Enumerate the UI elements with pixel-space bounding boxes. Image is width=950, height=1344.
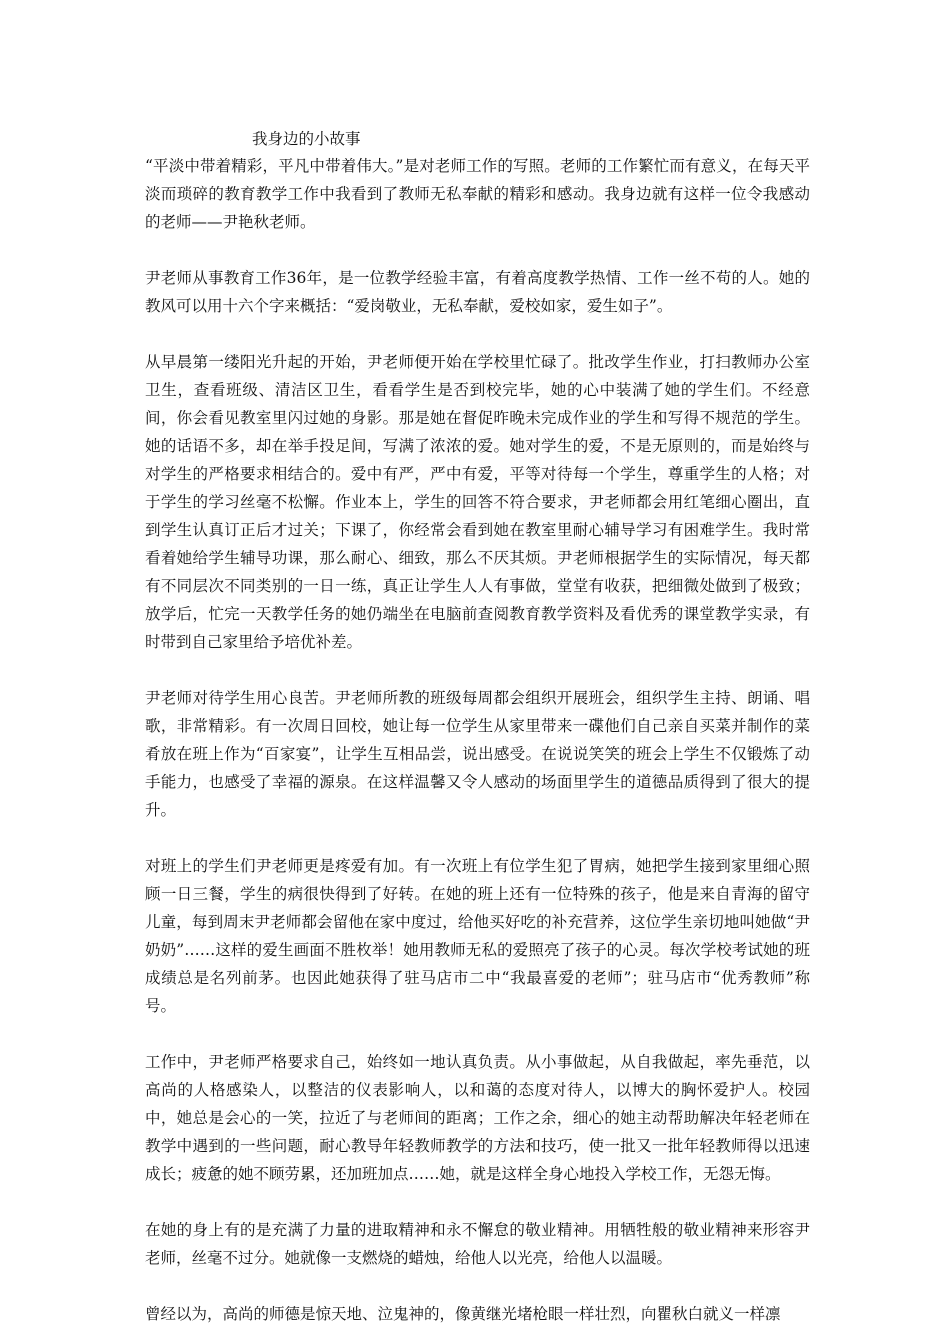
paragraph-care-for-students: 对班上的学生们尹老师更是疼爱有加。有一次班上有位学生犯了胃病，她把学生接到家里细心照顾一日三餐，学生的病很快得到了好转。在她的班上还有一位特殊的孩子，他是来自青海的留守儿童，每到周末尹老师都会留他在家中度过，给他买好吃的补充营养，这位学生亲切地叫她做“尹奶奶”……这样的爱生画面不胜枚举！她用教师无私的爱照亮了孩子的心灵。每次学校考试她的班成绩总是名列前茅。也因此她获得了驻马店市二中“我最喜爱的老师”；驻马店市“优秀教师”称号。: [145, 857, 810, 1015]
paragraph-self-discipline: 工作中，尹老师严格要求自己，始终如一地认真负责。从小事做起，从自我做起，率先垂范，以高尚的人格感染人，以整洁的仪表影响人，以和蔼的态度对待人，以博大的胸怀爱护人。校园中，她总是会心的一笑，拉近了与老师间的距离；工作之余，细心的她主动帮助解决年轻老师在教学中遇到的一些问题，耐心教导年轻教师教学的方法和技巧，使一批又一批年轻教师得以迅速成长；疲惫的她不顾劳累，还加班加点……她，就是这样全身心地投入学校工作，无怨无悔。: [145, 1053, 810, 1183]
paragraph-daily-work: 从早晨第一缕阳光升起的开始，尹老师便开始在学校里忙碌了。批改学生作业，打扫教师办公室卫生，查看班级、清洁区卫生，看看学生是否到校完毕，她的心中装满了她的学生们。不经意间，你会看见教室里闪过她的身影。那是她在督促昨晚未完成作业的学生和写得不规范的学生。她的话语不多，却在举手投足间，写满了浓浓的爱。她对学生的爱，不是无原则的，而是始终与对学生的严格要求相结合的。爱中有严，严中有爱，平等对待每一个学生，尊重学生的人格；对于学生的学习丝毫不松懈。作业本上，学生的回答不符合要求，尹老师都会用红笔细心圈出，直到学生认真订正后才过关；下课了，你经常会看到她在教室里耐心辅导学习有困难学生。我时常看着她给学生辅导功课，那么耐心、细致，那么不厌其烦。尹老师根据学生的实际情况，每天都有不同层次不同类别的一日一练，真正让学生人人有事做，堂堂有收获，把细微处做到了极致；放学后，忙完一天教学任务的她仍端坐在电脑前查阅教育教学资料及看优秀的课堂教学实录，有时带到自己家里给予培优补差。: [145, 353, 810, 651]
paragraph-teaching-style: 尹老师从事教育工作36年，是一位教学经验丰富，有着高度教学热情、工作一丝不苟的人。她的教风可以用十六个字来概括：“爱岗敬业，无私奉献，爱校如家，爱生如子”。: [145, 269, 810, 315]
paragraph-class-meeting: 尹老师对待学生用心良苦。尹老师所教的班级每周都会组织开展班会，组织学生主持、朗诵、唱歌，非常精彩。有一次周日回校，她让每一位学生从家里带来一碟他们自己亲自买菜并制作的菜肴放在班上作为“百家宴”，让学生互相品尝，说出感受。在说说笑笑的班会上学生不仅锻炼了动手能力，也感受了幸福的源泉。在这样温馨又令人感动的场面里学生的道德品质得到了很大的提升。: [145, 689, 810, 819]
paragraph-intro: “平淡中带着精彩，平凡中带着伟大。”是对老师工作的写照。老师的工作繁忙而有意义，在每天平淡而琐碎的教育教学工作中我看到了教师无私奉献的精彩和感动。我身边就有这样一位令我感动的老师——尹艳秋老师。: [145, 157, 810, 231]
paragraph-dedication: 在她的身上有的是充满了力量的进取精神和永不懈怠的敬业精神。用牺牲般的敬业精神来形容尹老师，丝毫不过分。她就像一支燃烧的蜡烛，给他人以光亮，给他人以温暖。: [145, 1221, 810, 1267]
document-title: 我身边的小故事: [252, 130, 361, 148]
document-body: [145, 126, 810, 1328]
paragraph-closing: 曾经以为，高尚的师德是惊天地、泣鬼神的，像黄继光堵枪眼一样壮烈，向瞿秋白就义一样凛: [145, 1305, 781, 1323]
